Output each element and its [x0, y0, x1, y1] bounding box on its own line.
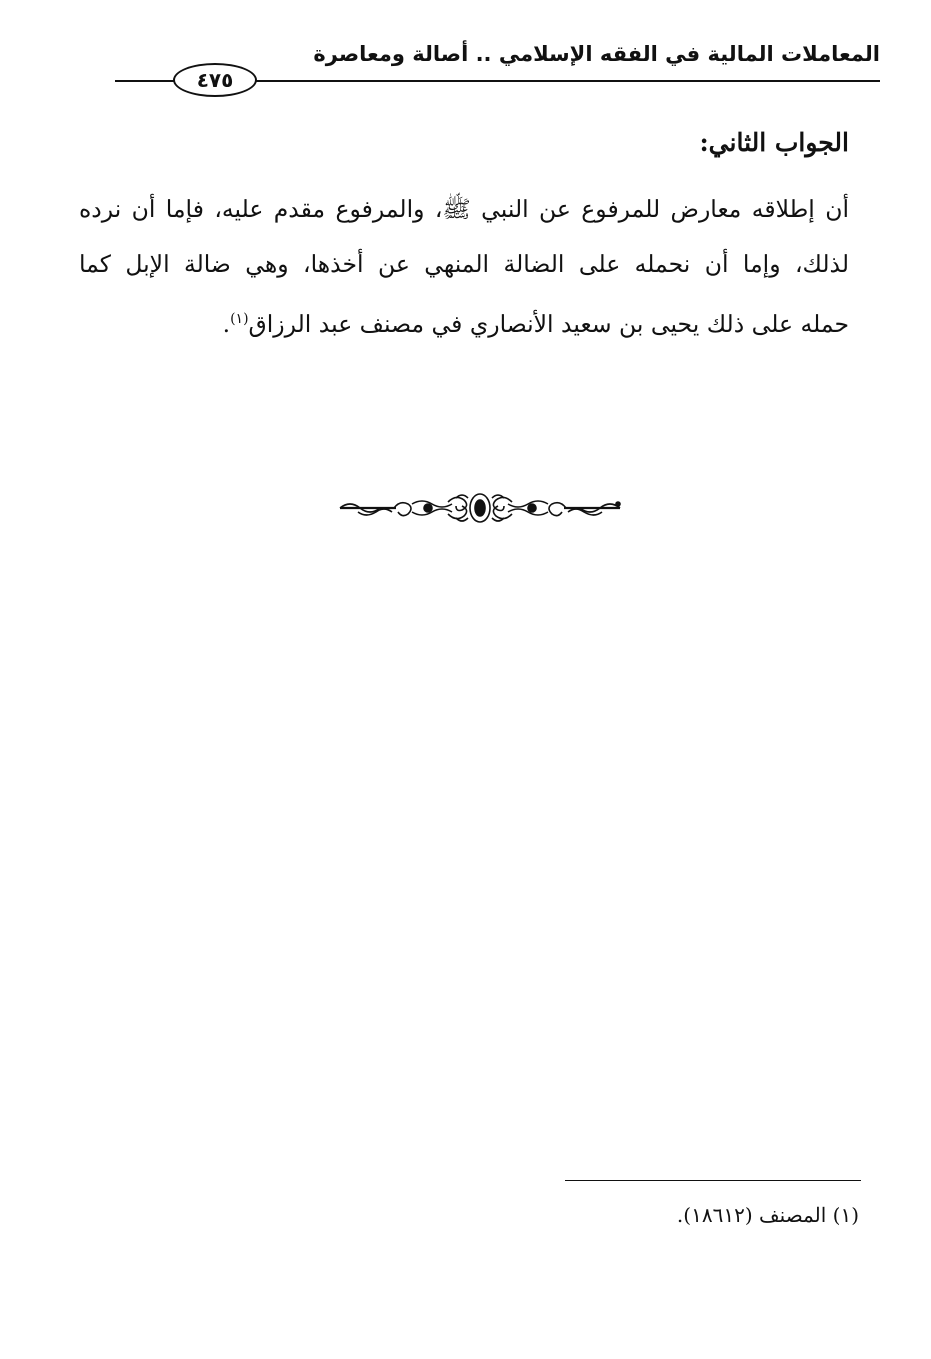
page-header — [115, 40, 880, 100]
page-number — [173, 63, 257, 97]
arabesque-divider-icon — [336, 490, 624, 526]
body-text — [79, 182, 849, 347]
footnote-reference: (١) — [230, 311, 249, 327]
section-heading: الجواب الثاني: — [699, 128, 849, 157]
footnote-rule — [565, 1180, 861, 1181]
page-number-text: ٤٧٥ — [196, 68, 234, 92]
running-title: المعاملات المالية في الفقه الإسلامي .. أصالة ومعاصرة — [313, 42, 880, 66]
body-line: أن إطلاقه معارض للمرفوع عن النبي ﷺ، والمرفوع مقدم عليه، فإما أن نرده — [79, 195, 849, 223]
footnote: (١) المصنف (١٨٦١٢). — [676, 1203, 859, 1227]
body-line-text: حمله على ذلك يحيى بن سعيد الأنصاري في مصنف عبد الرزاق — [248, 309, 849, 338]
body-line: لذلك، وإما أن نحمله على الضالة المنهي عن أخذها، وهي ضالة الإبل كما — [79, 250, 849, 278]
end-period: . — [222, 309, 231, 338]
body-line — [79, 292, 849, 347]
